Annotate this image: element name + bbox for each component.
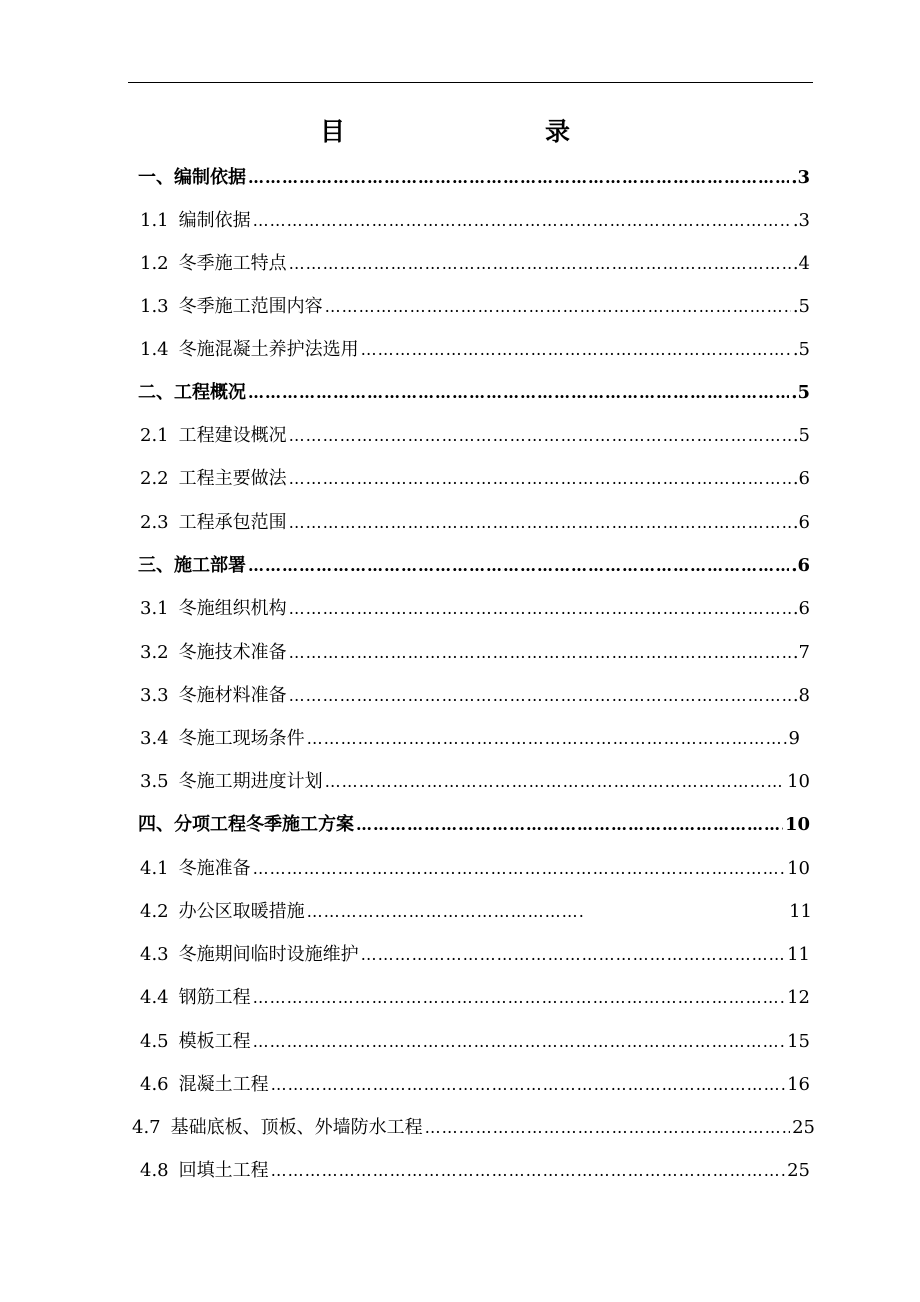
toc-entry-number: 1.3 (140, 296, 169, 317)
toc-entry-page: .7 (792, 642, 810, 663)
toc-entry[interactable] (132, 1115, 815, 1141)
toc-entry-number: 2.3 (140, 512, 169, 533)
toc-entry[interactable] (140, 856, 810, 882)
toc-entry[interactable] (140, 596, 810, 622)
toc-entry-page: .6 (792, 512, 810, 533)
toc-entry-text: 分项工程冬季施工方案 (174, 814, 354, 835)
toc-entry-text: 冬施工现场条件 (178, 728, 305, 749)
toc-entry[interactable] (140, 899, 812, 925)
toc-entry-page: 10 (787, 858, 810, 879)
toc-entry[interactable] (140, 466, 810, 492)
toc-entry-number: 2.2 (140, 468, 169, 489)
toc-entry-label (140, 466, 287, 492)
toc-entry[interactable] (138, 553, 810, 579)
toc-entry-text: 工程建设概况 (178, 425, 287, 446)
toc-entry-number: 4.1 (140, 858, 169, 879)
toc-entry-text: 冬施工期进度计划 (178, 771, 323, 792)
toc-entry-text: 冬施期间临时设施维护 (178, 944, 359, 965)
toc-entry-text: 冬季施工范围内容 (178, 296, 323, 317)
toc-entry-number: 3.5 (140, 771, 169, 792)
toc-entry-label (140, 985, 251, 1011)
toc-entry-number: 4.2 (140, 901, 169, 922)
toc-dot-leader (289, 466, 791, 492)
toc-entry-page: 10 (787, 771, 810, 792)
toc-entry[interactable] (140, 423, 810, 449)
toc-entry-label (138, 165, 246, 191)
page-title: 目 录 (319, 117, 620, 146)
toc-entry-label (140, 683, 287, 709)
toc-dot-leader (248, 165, 789, 191)
toc-entry-text: 编制依据 (178, 210, 251, 231)
toc-entry-page: .5 (791, 382, 810, 403)
toc-entry-page: .8 (792, 685, 810, 706)
toc-dot-leader (289, 683, 791, 709)
toc-dot-leader (271, 1072, 785, 1098)
toc-entry-number: 3.1 (140, 598, 169, 619)
toc-entry[interactable] (140, 1029, 810, 1055)
toc-entry-number: 4.7 (132, 1117, 161, 1138)
toc-entry-label (140, 251, 287, 277)
toc-entry-number: 2.1 (140, 425, 169, 446)
toc-entry-number: 3.2 (140, 642, 169, 663)
toc-entry-page: .6 (791, 555, 810, 576)
toc-entry-text: 回填土工程 (178, 1160, 269, 1181)
toc-entry-label (140, 1158, 269, 1184)
toc-entry-page: .3 (792, 210, 810, 231)
toc-entry-label (138, 380, 246, 406)
toc-entry-page: 25 (787, 1160, 810, 1181)
toc-entry-text: 钢筋工程 (178, 987, 251, 1008)
toc-entry-label (140, 942, 359, 968)
toc-entry-label (140, 596, 287, 622)
toc-entry-text: 冬季施工特点 (178, 253, 287, 274)
toc-entry-number: 一、 (138, 167, 174, 188)
toc-entry-label (140, 423, 287, 449)
toc-entry[interactable] (140, 942, 810, 968)
toc-dot-leader (289, 640, 791, 666)
toc-entry[interactable] (140, 683, 810, 709)
toc-entry-label (138, 553, 246, 579)
toc-entry-label (140, 1029, 251, 1055)
toc-entry-label (140, 640, 287, 666)
toc-entry[interactable] (140, 294, 810, 320)
toc-entry-text: 基础底板、顶板、外墙防水工程 (170, 1117, 423, 1138)
toc-entry-page: .6 (792, 598, 810, 619)
toc-entry-page: 10 (784, 814, 810, 835)
toc-dot-leader (253, 1029, 785, 1055)
toc-entry[interactable] (140, 769, 810, 795)
toc-entry-text: 工程主要做法 (178, 468, 287, 489)
toc-entry-text: 施工部署 (174, 555, 246, 576)
toc-dot-leader (289, 423, 791, 449)
toc-entry-number: 四、 (138, 814, 174, 835)
toc-entry-page: 11 (789, 901, 812, 922)
toc-entry-text: 冬施技术准备 (178, 642, 287, 663)
toc-entry[interactable] (138, 380, 810, 406)
toc-dot-leader (356, 812, 783, 838)
toc-entry[interactable] (140, 1072, 810, 1098)
toc-entry-page: .5 (792, 339, 810, 360)
toc-entry-label (140, 726, 305, 752)
toc-entry[interactable] (140, 510, 810, 536)
toc-entry[interactable] (140, 640, 810, 666)
toc-entry[interactable] (140, 1158, 810, 1184)
toc-entry-page: 9 (788, 728, 800, 749)
toc-entry-text: 冬施混凝土养护法选用 (178, 339, 359, 360)
toc-entry-number: 3.4 (140, 728, 169, 749)
toc-entry-number: 4.5 (140, 1031, 169, 1052)
toc-entry-text: 模板工程 (178, 1031, 251, 1052)
toc-entry-label (132, 1115, 423, 1141)
toc-entry-page: .4 (792, 253, 810, 274)
toc-entry-text: 办公区取暖措施 (178, 901, 305, 922)
toc-entry-number: 4.4 (140, 987, 169, 1008)
toc-entry[interactable] (138, 812, 810, 838)
toc-entry[interactable] (140, 337, 810, 363)
toc-entry-text: 工程承包范围 (178, 512, 287, 533)
toc-dot-leader (289, 596, 791, 622)
toc-entry-number: 4.3 (140, 944, 169, 965)
toc-entry-number: 1.4 (140, 339, 169, 360)
toc-entry-page: 25 (792, 1117, 815, 1138)
toc-entry-number: 3.3 (140, 685, 169, 706)
toc-dot-leader (289, 251, 791, 277)
toc-entry-label (140, 337, 359, 363)
toc-entry-number: 4.6 (140, 1074, 169, 1095)
toc-dot-leader (307, 726, 787, 752)
toc-dot-leader (361, 337, 791, 363)
toc-entry-label (140, 899, 305, 925)
toc-dot-leader (325, 294, 791, 320)
toc-entry-label (140, 208, 251, 234)
toc-entry[interactable] (140, 985, 810, 1011)
toc-dot-leader (271, 1158, 785, 1184)
toc-entry-page: 12 (787, 987, 810, 1008)
toc-dot-leader (307, 899, 585, 925)
toc-entry-number: 三、 (138, 555, 174, 576)
toc-entry-text: 冬施准备 (178, 858, 251, 879)
toc-dot-leader (325, 769, 785, 795)
toc-entry-label (140, 510, 287, 536)
toc-dot-leader (253, 985, 785, 1011)
toc-entry-page: 15 (787, 1031, 810, 1052)
toc-dot-leader (253, 856, 785, 882)
toc-entry-page: .6 (792, 468, 810, 489)
toc-entry[interactable] (140, 251, 810, 277)
toc-entry[interactable] (138, 165, 810, 191)
toc-entry-number: 1.1 (140, 210, 169, 231)
toc-entry[interactable] (140, 208, 810, 234)
toc-entry-text: 编制依据 (174, 167, 246, 188)
toc-entry-page: 11 (787, 944, 810, 965)
toc-entry-number: 1.2 (140, 253, 169, 274)
toc-dot-leader (248, 553, 789, 579)
toc-dot-leader (248, 380, 789, 406)
toc-dot-leader (425, 1115, 790, 1141)
toc-entry-label (140, 294, 323, 320)
toc-entry-text: 冬施组织机构 (178, 598, 287, 619)
toc-entry-page: .5 (792, 296, 810, 317)
toc-entry-text: 冬施材料准备 (178, 685, 287, 706)
toc-entry-label (140, 856, 251, 882)
toc-entry-number: 二、 (138, 382, 174, 403)
toc-entry-text: 工程概况 (174, 382, 246, 403)
toc-dot-leader (253, 208, 791, 234)
toc-entry-label (140, 1072, 269, 1098)
toc-entry-text: 混凝土工程 (178, 1074, 269, 1095)
toc-entry-page: .3 (791, 167, 810, 188)
toc-dot-leader (289, 510, 791, 536)
toc-entry-page: 16 (787, 1074, 810, 1095)
toc-entry-label (140, 769, 323, 795)
toc-dot-leader (361, 942, 785, 968)
toc-entry[interactable] (140, 726, 800, 752)
toc-entry-number: 4.8 (140, 1160, 169, 1181)
toc-entry-label (138, 812, 354, 838)
toc-entry-page: .5 (792, 425, 810, 446)
